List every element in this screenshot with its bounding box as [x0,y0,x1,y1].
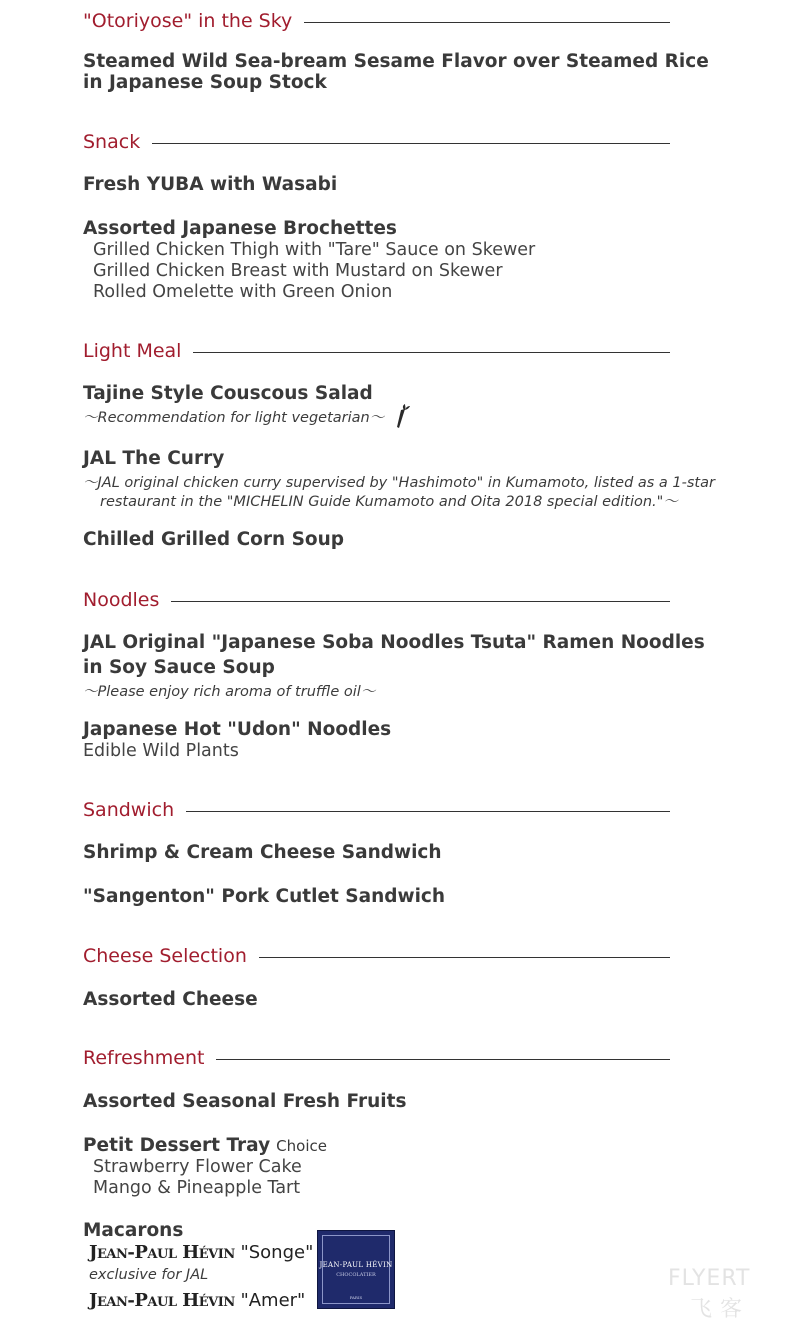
section-divider [152,143,670,144]
menu-note: exclusive for JAL [89,1267,209,1283]
brand-line-songe [89,1242,313,1263]
section-divider [193,352,670,353]
menu-subitem: Grilled Chicken Breast with Mustard on Skewer [93,261,503,281]
section-divider [259,957,670,958]
logo-name: JEAN-PAUL HÉVIN [319,1261,393,1269]
carrot-icon [392,404,412,430]
menu-note: ～JAL original chicken curry supervised by "Hashimoto" in Kumamoto, listed as a 1-star [83,475,715,491]
menu-item: Fresh YUBA with Wasabi [83,174,338,195]
section-title: Snack [83,131,141,153]
section-title: Light Meal [83,340,182,362]
section-divider [171,601,670,602]
menu-item: Steamed Wild Sea-bream Sesame Flavor over Steamed Rice [83,51,709,72]
menu-item: "Sangenton" Pork Cutlet Sandwich [83,886,446,907]
menu-item: Shrimp & Cream Cheese Sandwich [83,842,442,863]
section-cheese [83,943,670,969]
menu-note: restaurant in the "MICHELIN Guide Kumamoto and Oita 2018 special edition."～ [100,494,678,510]
section-noodles [83,587,670,613]
menu-subitem: Mango & Pineapple Tart [93,1178,301,1198]
menu-item: in Japanese Soup Stock [83,72,327,93]
menu-item: Assorted Seasonal Fresh Fruits [83,1091,407,1112]
section-title: Sandwich [83,799,175,821]
section-title: Cheese Selection [83,945,247,967]
menu-item: Assorted Japanese Brochettes [83,218,397,239]
menu-item: Macarons [83,1220,184,1241]
logo-frame [322,1235,390,1304]
menu-item [83,1135,327,1156]
menu-subitem: Rolled Omelette with Green Onion [93,282,393,302]
logo-city: PARIS [349,1295,363,1300]
menu-item: in Soy Sauce Soup [83,657,275,678]
section-title: Refreshment [83,1047,205,1069]
menu-subitem: Grilled Chicken Thigh with "Tare" Sauce on Skewer [93,240,536,260]
logo-subtitle: CHOCOLATIER [336,1272,376,1278]
menu-item: Assorted Cheese [83,989,258,1010]
menu-item: JAL Original "Japanese Soba Noodles Tsuta" Ramen Noodles [83,632,705,653]
menu-note: ～Recommendation for light vegetarian～ [83,410,385,426]
section-otoriyose [83,8,670,34]
jean-paul-hevin-logo [317,1230,395,1309]
section-divider [216,1059,670,1060]
section-refreshment [83,1045,670,1071]
watermark-text: FLYERT [668,1266,751,1291]
menu-item: Japanese Hot "Udon" Noodles [83,719,392,740]
section-light-meal [83,338,670,364]
watermark-chinese: 飞客 [690,1297,751,1322]
menu-item: JAL The Curry [83,448,225,469]
brand-line-amer [89,1290,305,1311]
brand-name: Jean-Paul Hévin [89,1290,235,1311]
menu-subitem: Edible Wild Plants [83,741,239,761]
menu-note: ～Please enjoy rich aroma of truffle oil～ [83,684,376,700]
section-title: Noodles [83,589,160,611]
brand-name: Jean-Paul Hévin [89,1242,235,1263]
menu-item: Chilled Grilled Corn Soup [83,529,345,550]
choice-label: Choice [276,1137,327,1155]
menu-item: Tajine Style Couscous Salad [83,383,373,404]
flavor-name: "Amer" [240,1290,306,1311]
section-snack [83,129,670,155]
menu-item-name: Petit Dessert Tray [83,1135,271,1156]
section-divider [186,811,670,812]
flavor-name: "Songe" [240,1242,314,1263]
section-sandwich [83,797,670,823]
section-title: "Otoriyose" in the Sky [83,10,293,32]
menu-subitem: Strawberry Flower Cake [93,1157,302,1177]
section-divider [304,22,670,23]
